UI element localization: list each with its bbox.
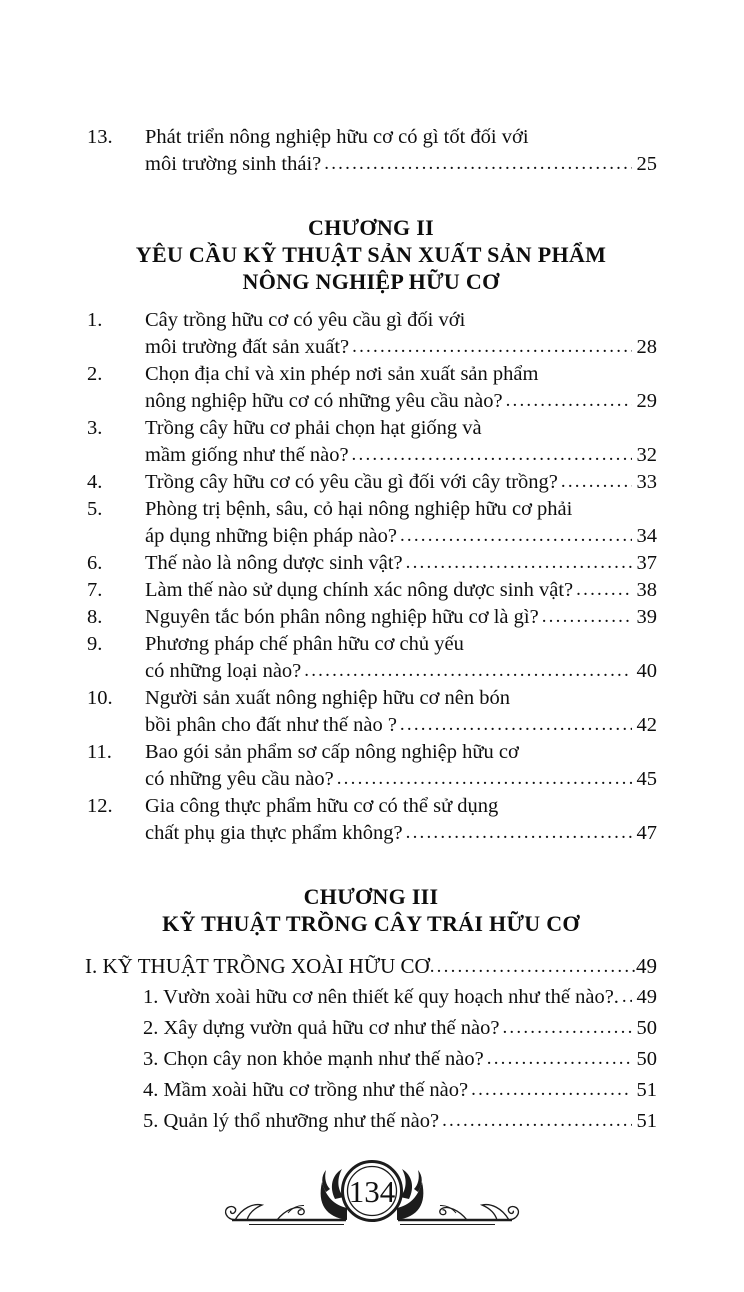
toc-entry-page: 42 — [636, 714, 657, 736]
toc-entry — [85, 739, 657, 793]
toc-entry — [85, 361, 657, 415]
toc-entry-lines — [145, 469, 657, 496]
toc-entry-number: 11. — [87, 741, 112, 763]
toc-sub — [85, 1106, 657, 1137]
toc-entry-page: 33 — [636, 471, 657, 493]
dot-leader-icon — [471, 1074, 631, 1105]
toc-entry — [85, 793, 657, 847]
toc-entry-text: 5. Quản lý thổ nhưỡng như thế nào? — [143, 1110, 440, 1132]
dot-leader-icon — [487, 1043, 632, 1074]
toc-entry-text: nông nghiệp hữu cơ có những yêu cầu nào? — [145, 390, 503, 412]
toc-entry-line — [145, 685, 657, 712]
dot-leader-icon — [561, 468, 632, 495]
dot-leader-icon — [502, 1012, 631, 1043]
footer-ornament — [222, 1144, 522, 1260]
toc-entry-number: 7. — [87, 579, 103, 601]
toc-entry-text: Người sản xuất nông nghiệp hữu cơ nên bón — [145, 687, 511, 709]
toc-entry-text: môi trường sinh thái? — [145, 153, 322, 175]
dot-leader-icon — [542, 603, 632, 630]
toc-entry-lines — [143, 1044, 657, 1075]
chapter-heading — [85, 214, 657, 295]
toc-entry-text: Phương pháp chế phân hữu cơ chủ yếu — [145, 633, 464, 655]
toc-entry-number: 10. — [87, 687, 113, 709]
toc-entry-text: I. KỸ THUẬT TRỒNG XOÀI HỮU CƠ — [85, 954, 430, 978]
toc-entry-line — [85, 952, 657, 982]
toc-entry-number: 13. — [87, 126, 113, 148]
toc-entry-text: có những yêu cầu nào? — [145, 768, 334, 790]
toc-entry-text: Gia công thực phẩm hữu cơ có thể sử dụng — [145, 795, 499, 817]
toc-entry-lines — [145, 307, 657, 361]
toc-sub — [85, 1013, 657, 1044]
toc-entry-page: 32 — [636, 444, 657, 466]
toc-entry-text: mầm giống như thế nào? — [145, 444, 349, 466]
toc-entry-text: áp dụng những biện pháp nào? — [145, 525, 397, 547]
toc-entry-lines — [145, 415, 657, 469]
dot-leader-icon — [576, 576, 631, 603]
page-number-ornament-icon — [222, 1144, 522, 1260]
toc-entry-text: Chọn địa chỉ và xin phép nơi sản xuất sản phẩm — [145, 363, 539, 385]
toc-entry — [85, 550, 657, 577]
toc-entry-page: 51 — [636, 1079, 657, 1101]
dot-leader-icon — [430, 951, 635, 981]
toc-entry — [85, 415, 657, 469]
chapter-heading-line: NÔNG NGHIỆP HỮU CƠ — [242, 269, 500, 294]
toc-entry-page: 47 — [636, 822, 657, 844]
toc-entry-lines — [85, 952, 657, 982]
toc-entry-page: 49 — [636, 986, 657, 1008]
dot-leader-icon — [400, 711, 632, 738]
toc-entry — [85, 577, 657, 604]
toc — [85, 124, 657, 1137]
toc-entry-text: 4. Mầm xoài hữu cơ trồng như thế nào? — [143, 1079, 469, 1101]
toc-entry-number: 1. — [87, 309, 103, 331]
toc-entry-line — [143, 1044, 657, 1075]
toc-entry-text: có những loại nào? — [145, 660, 302, 682]
toc-entry-text: Phòng trị bệnh, sâu, cỏ hại nông nghiệp hữu cơ phải — [145, 498, 573, 520]
chapter-heading — [85, 883, 657, 937]
toc-entry-page: 51 — [636, 1110, 657, 1132]
toc-entry-lines — [145, 124, 657, 178]
toc-entry-line — [145, 739, 657, 766]
toc-entry-line — [145, 124, 657, 151]
toc-entry-text: Trồng cây hữu cơ có yêu cầu gì đối với cây trồng? — [145, 471, 558, 493]
toc-entry-line — [145, 415, 657, 442]
toc-entry-line — [145, 523, 657, 550]
dot-leader-icon — [352, 333, 631, 360]
toc-entry-text: Nguyên tắc bón phân nông nghiệp hữu cơ là gì? — [145, 606, 539, 628]
toc-entry — [85, 307, 657, 361]
chapter-heading-line: CHƯƠNG III — [303, 884, 439, 909]
toc-entry-number: 6. — [87, 552, 103, 574]
toc-entry-number: 2. — [87, 363, 103, 385]
toc-entry-line — [145, 577, 657, 604]
toc-entry-lines — [143, 982, 657, 1013]
toc-entry-line — [145, 361, 657, 388]
toc-entry-number: 5. — [87, 498, 103, 520]
toc-entry-page: 34 — [636, 525, 657, 547]
toc-entry-number: 12. — [87, 795, 113, 817]
toc-entry-lines — [145, 577, 657, 604]
toc-entry-line — [145, 151, 657, 178]
dot-leader-icon — [337, 765, 632, 792]
toc-entry-number: 3. — [87, 417, 103, 439]
toc-entry-number: 8. — [87, 606, 103, 628]
toc-entry-line — [145, 793, 657, 820]
toc-entry-line — [145, 604, 657, 631]
dot-leader-icon — [400, 522, 632, 549]
toc-entry-text: Phát triển nông nghiệp hữu cơ có gì tốt đối với — [145, 126, 529, 148]
toc-entry-lines — [143, 1013, 657, 1044]
toc-entry-line — [145, 712, 657, 739]
toc-entry-lines — [145, 685, 657, 739]
toc-entry — [85, 631, 657, 685]
toc-entry-line — [145, 631, 657, 658]
toc-entry-lines — [145, 550, 657, 577]
toc-entry-page: 49 — [636, 954, 657, 978]
toc-entry-page: 29 — [636, 390, 657, 412]
chapter-heading-line: YÊU CẦU KỸ THUẬT SẢN XUẤT SẢN PHẨM — [135, 242, 607, 267]
toc-entry-line — [145, 496, 657, 523]
toc-entry-page: 40 — [636, 660, 657, 682]
toc-entry-page: 37 — [636, 552, 657, 574]
dot-leader-icon — [406, 549, 632, 576]
toc-entry-line — [145, 550, 657, 577]
toc-entry-text: Trồng cây hữu cơ phải chọn hạt giống và — [145, 417, 482, 439]
toc-entry-text: Bao gói sản phẩm sơ cấp nông nghiệp hữu cơ — [145, 741, 519, 763]
footer-page-number: 134 — [348, 1174, 396, 1209]
toc-entry-text: 2. Xây dựng vườn quả hữu cơ như thế nào? — [143, 1017, 500, 1039]
toc-entry-number: 4. — [87, 471, 103, 493]
toc-entry-line — [145, 820, 657, 847]
toc-entry-page: 38 — [636, 579, 657, 601]
toc-entry-line — [143, 1106, 657, 1137]
toc-entry-line — [145, 307, 657, 334]
toc-entry-line — [145, 334, 657, 361]
toc-entry-lines — [145, 496, 657, 550]
chapter-heading-line: CHƯƠNG II — [308, 215, 434, 240]
toc-entry-text: Thế nào là nông dược sinh vật? — [145, 552, 403, 574]
toc-entry-page: 50 — [636, 1048, 657, 1070]
toc-sub — [85, 982, 657, 1013]
dot-leader-icon — [442, 1105, 631, 1136]
toc-entry-text: bồi phân cho đất như thế nào ? — [145, 714, 397, 736]
toc-sub — [85, 1044, 657, 1075]
toc-entry-line — [145, 766, 657, 793]
dot-leader-icon — [304, 657, 631, 684]
toc-entry-text: 1. Vườn xoài hữu cơ nên thiết kế quy hoạch như thế nào?. — [143, 986, 619, 1008]
toc-entry-page: 25 — [636, 153, 657, 175]
toc-entry-text: Làm thế nào sử dụng chính xác nông dược sinh vật? — [145, 579, 574, 601]
dot-leader-icon — [406, 819, 632, 846]
toc-entry-text: Cây trồng hữu cơ có yêu cầu gì đối với — [145, 309, 466, 331]
dot-leader-icon — [324, 150, 631, 177]
toc-entry — [85, 469, 657, 496]
toc-entry-line — [143, 1075, 657, 1106]
toc-entry-line — [143, 982, 657, 1013]
toc-entry — [85, 496, 657, 550]
toc-entry-page: 50 — [636, 1017, 657, 1039]
toc-entry-lines — [145, 793, 657, 847]
toc-entry-text: 3. Chọn cây non khỏe mạnh như thế nào? — [143, 1048, 484, 1070]
toc-entry-page: 28 — [636, 336, 657, 358]
toc-entry — [85, 124, 657, 178]
toc-entry-text: chất phụ gia thực phẩm không? — [145, 822, 403, 844]
toc-entry-lines — [145, 631, 657, 685]
toc-sub — [85, 1075, 657, 1106]
toc-entry-lines — [143, 1075, 657, 1106]
toc-entry-lines — [145, 739, 657, 793]
toc-entry-lines — [145, 361, 657, 415]
chapter-heading-line: KỸ THUẬT TRỒNG CÂY TRÁI HỮU CƠ — [162, 911, 580, 936]
toc-entry-line — [145, 658, 657, 685]
toc-entry-page: 39 — [636, 606, 657, 628]
toc-entry-line — [145, 469, 657, 496]
toc-entry-text: môi trường đất sản xuất? — [145, 336, 350, 358]
toc-entry-line — [145, 442, 657, 469]
dot-leader-icon — [622, 981, 632, 1012]
toc-entry — [85, 604, 657, 631]
dot-leader-icon — [352, 441, 632, 468]
toc-entry-line — [143, 1013, 657, 1044]
toc-section — [85, 952, 657, 982]
toc-entry-lines — [143, 1106, 657, 1137]
toc-entry-page: 45 — [636, 768, 657, 790]
toc-entry-line — [145, 388, 657, 415]
toc-entry-lines — [145, 604, 657, 631]
toc-entry-number: 9. — [87, 633, 103, 655]
dot-leader-icon — [506, 387, 632, 414]
toc-entry — [85, 685, 657, 739]
